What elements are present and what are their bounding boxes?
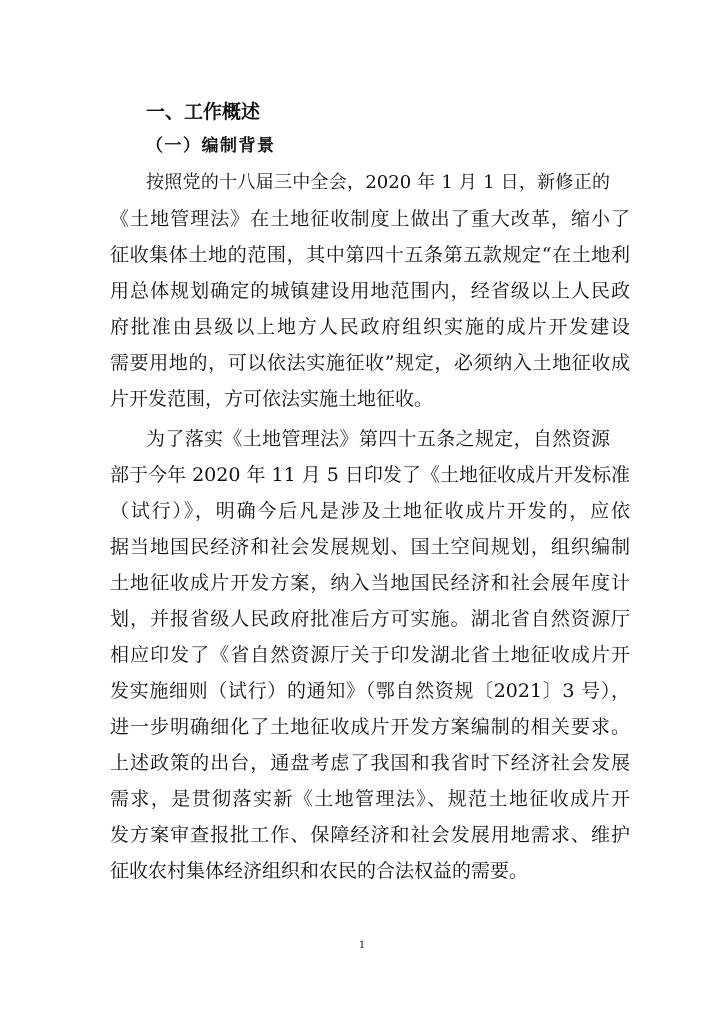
paragraph-line: 划，并报省级人民政府批准后方可实施。湖北省自然资源厅 <box>110 608 630 630</box>
paragraph-line: 据当地国民经济和社会发展规划、国土空间规划，组织编制 <box>110 536 630 558</box>
paragraph-line: 为了落实《土地管理法》第四十五条之规定，自然资源 <box>146 428 610 450</box>
page-number: 1 <box>358 940 366 951</box>
paragraph-line: 征收农村集体经济组织和农民的合法权益的需要。 <box>110 860 529 882</box>
section-heading: 一、工作概述 <box>146 101 261 123</box>
paragraph-line: 进一步明确细化了土地征收成片开发方案编制的相关要求。 <box>110 716 630 738</box>
paragraph-line: 需要用地的，可以依法实施征收”规定，必须纳入土地征收成 <box>110 352 630 374</box>
paragraph-line: 征收集体土地的范围，其中第四十五条第五款规定“在土地利 <box>110 244 630 266</box>
paragraph-line: 用总体规划确定的城镇建设用地范围内，经省级以上人民政 <box>110 280 630 302</box>
paragraph-line: 发实施细则（试行）的通知》（鄂自然资规〔2021〕3 号）， <box>110 680 630 702</box>
paragraph-line: 按照党的十八届三中全会，2020 年 1 月 1 日，新修正的 <box>146 172 610 193</box>
paragraph-line: 相应印发了《省自然资源厅关于印发湖北省土地征收成片开 <box>110 644 630 666</box>
paragraph-line: 发方案审查报批工作、保障经济和社会发展用地需求、维护 <box>110 824 630 846</box>
paragraph-line: 部于今年 2020 年 11 月 5 日印发了《土地征收成片开发标准 <box>110 464 630 486</box>
paragraph-line: 上述政策的出台，通盘考虑了我国和我省时下经济社会发展 <box>110 752 630 774</box>
paragraph-line: 《土地管理法》在土地征收制度上做出了重大改革，缩小了 <box>110 208 630 230</box>
paragraph-line: 需求，是贯彻落实新《土地管理法》、规范土地征收成片开 <box>110 788 630 810</box>
paragraph-line: 片开发范围，方可依法实施土地征收。 <box>110 388 434 410</box>
paragraph-line: （试行）》，明确今后凡是涉及土地征收成片开发的，应依 <box>110 500 630 522</box>
paragraph-line: 土地征收成片开发方案，纳入当地国民经济和社会展年度计 <box>110 572 630 594</box>
paragraph-line: 府批准由县级以上地方人民政府组织实施的成片开发建设 <box>110 316 630 338</box>
subsection-heading: （一）编制背景 <box>146 136 276 156</box>
